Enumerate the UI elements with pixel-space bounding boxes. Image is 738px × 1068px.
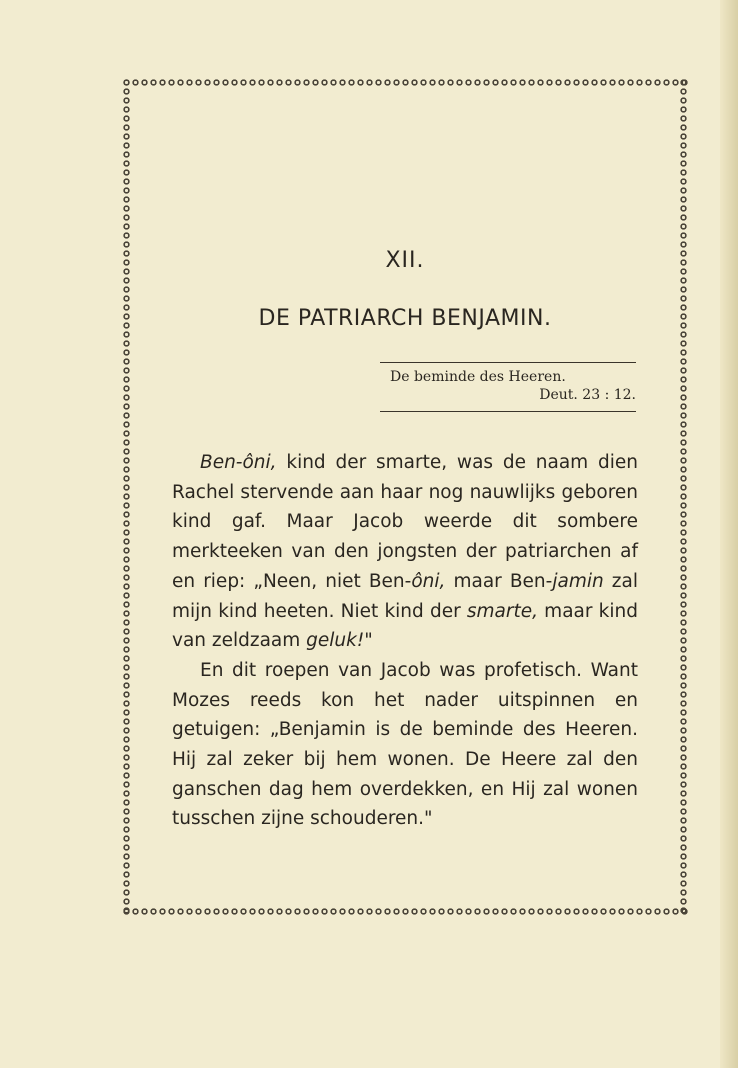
ornament-border-right <box>679 78 688 916</box>
ornamental-frame <box>122 78 688 916</box>
chapter-number: XII. <box>385 248 425 273</box>
text-run: zal mijn kind heeten. Niet kind der <box>172 570 638 622</box>
body-text <box>172 448 638 834</box>
ornament-border-top <box>122 78 688 87</box>
chapter-title: DE PATRIARCH BENJAMIN. <box>258 306 552 331</box>
italic-run: Ben-ôni, <box>200 452 277 473</box>
epigraph-reference: Deut. 23 : 12. <box>539 387 636 403</box>
page-edge <box>720 0 738 1068</box>
epigraph-quote: De beminde des Heeren. <box>390 369 566 385</box>
italic-run: geluk! <box>306 630 365 652</box>
text-run: maar Ben- <box>445 570 553 592</box>
text-run: " <box>364 630 373 652</box>
text-run: kind der smarte, was de naam dien Rachel stervende aan haar nog nauwlijks geboren kind gaf. Maar Jacob weerde dit sombere merkteeken van den jongsten der patriarchen af en riep: „Neen, niet Ben- <box>172 452 638 592</box>
paragraph-1 <box>172 448 638 656</box>
ornament-border-bottom <box>122 907 688 916</box>
italic-run: jamin <box>552 570 604 592</box>
italic-run: smarte, <box>466 600 538 622</box>
ornament-border-left <box>122 78 131 916</box>
italic-run: ôni, <box>411 570 446 592</box>
epigraph <box>380 362 636 412</box>
text-run: maar kind van zeldzaam <box>172 600 638 652</box>
paragraph-2 <box>172 656 638 834</box>
text-run: En dit roepen van Jacob was profetisch. Want Mozes reeds kon het nader uitspinnen en getuigen: „Benjamin is de beminde des Heeren. Hij zal zeker bij hem wonen. De Heere zal den ganschen dag hem overdekken, en Hij zal wonen tusschen zijne schouderen." <box>172 659 638 830</box>
